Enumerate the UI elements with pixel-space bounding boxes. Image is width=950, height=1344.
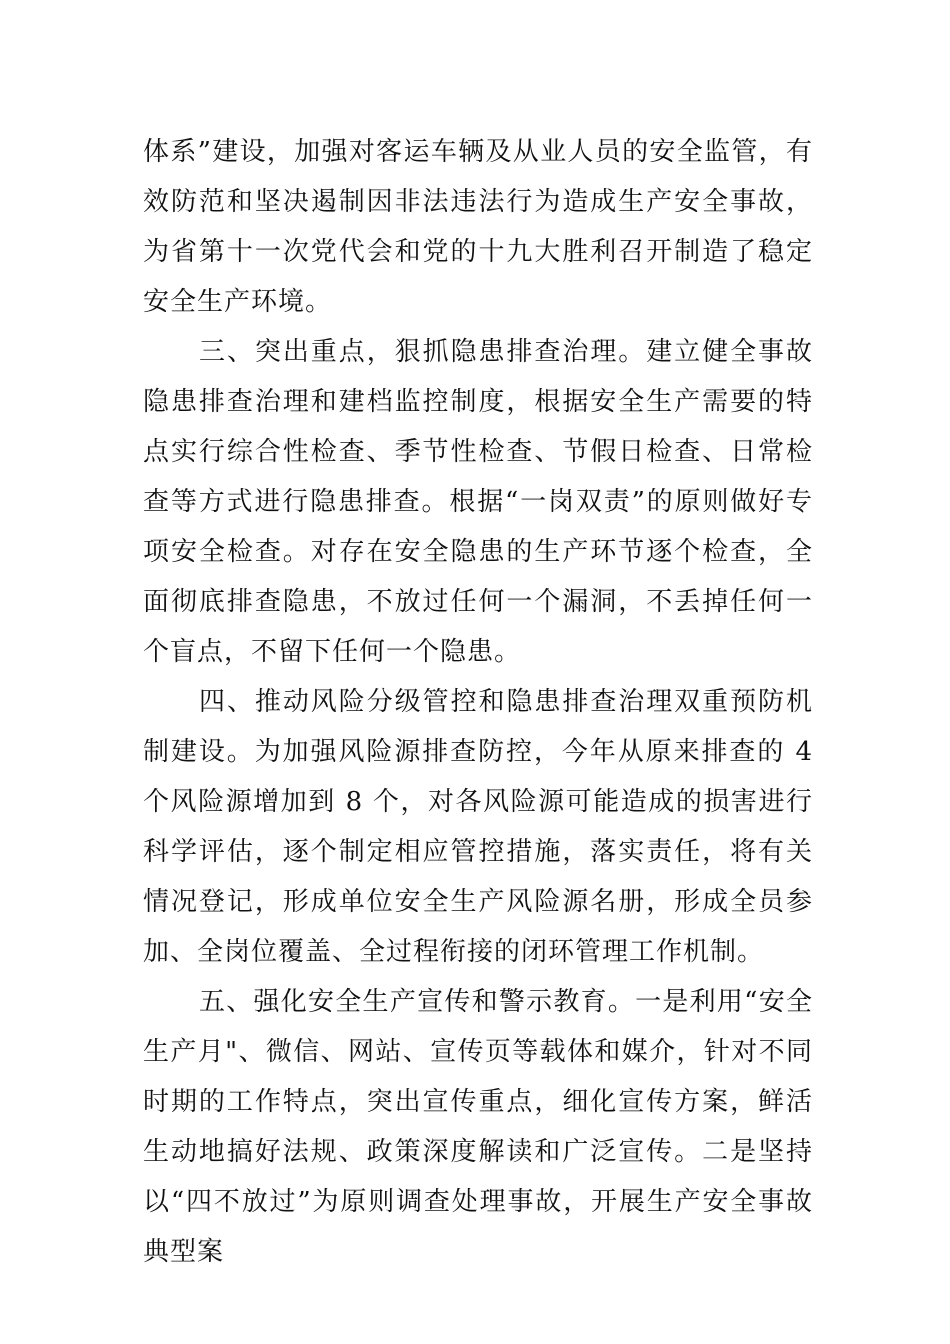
body-text: [143, 127, 813, 1277]
paragraph-section-four: 四、推动风险分级管控和隐患排查治理双重预防机制建设。为加强风险源排查防控，今年从原来排查的 4 个风险源增加到 8 个，对各风险源可能造成的损害进行科学评估，逐个制定相应管控措施，落实责任，将有关情况登记，形成单位安全生产风险源名册，形成全员参加、全岗位覆盖、全过程衔接的闭环管理工作机制。: [143, 687, 813, 967]
paragraph-section-five: 五、强化安全生产宣传和警示教育。一是利用“安全生产月"、微信、网站、宣传页等载体和媒介，针对不同时期的工作特点，突出宣传重点，细化宣传方案，鲜活生动地搞好法规、政策深度解读和广泛宣传。二是坚持以“四不放过”为原则调查处理事故，开展生产安全事故典型案: [143, 987, 813, 1267]
paragraph-continuation: 体系”建设，加强对客运车辆及从业人员的安全监管，有效防范和坚决遏制因非法违法行为造成生产安全事故，为省第十一次党代会和党的十九大胜利召开制造了稳定安全生产环境。: [143, 137, 813, 317]
paragraph-section-three: 三、突出重点，狠抓隐患排查治理。建立健全事故隐患排查治理和建档监控制度，根据安全生产需要的特点实行综合性检查、季节性检查、节假日检查、日常检查等方式进行隐患排查。根据“一岗双责”的原则做好专项安全检查。对存在安全隐患的生产环节逐个检查，全面彻底排查隐患，不放过任何一个漏洞，不丢掉任何一个盲点，不留下任何一个隐患。: [143, 337, 813, 667]
